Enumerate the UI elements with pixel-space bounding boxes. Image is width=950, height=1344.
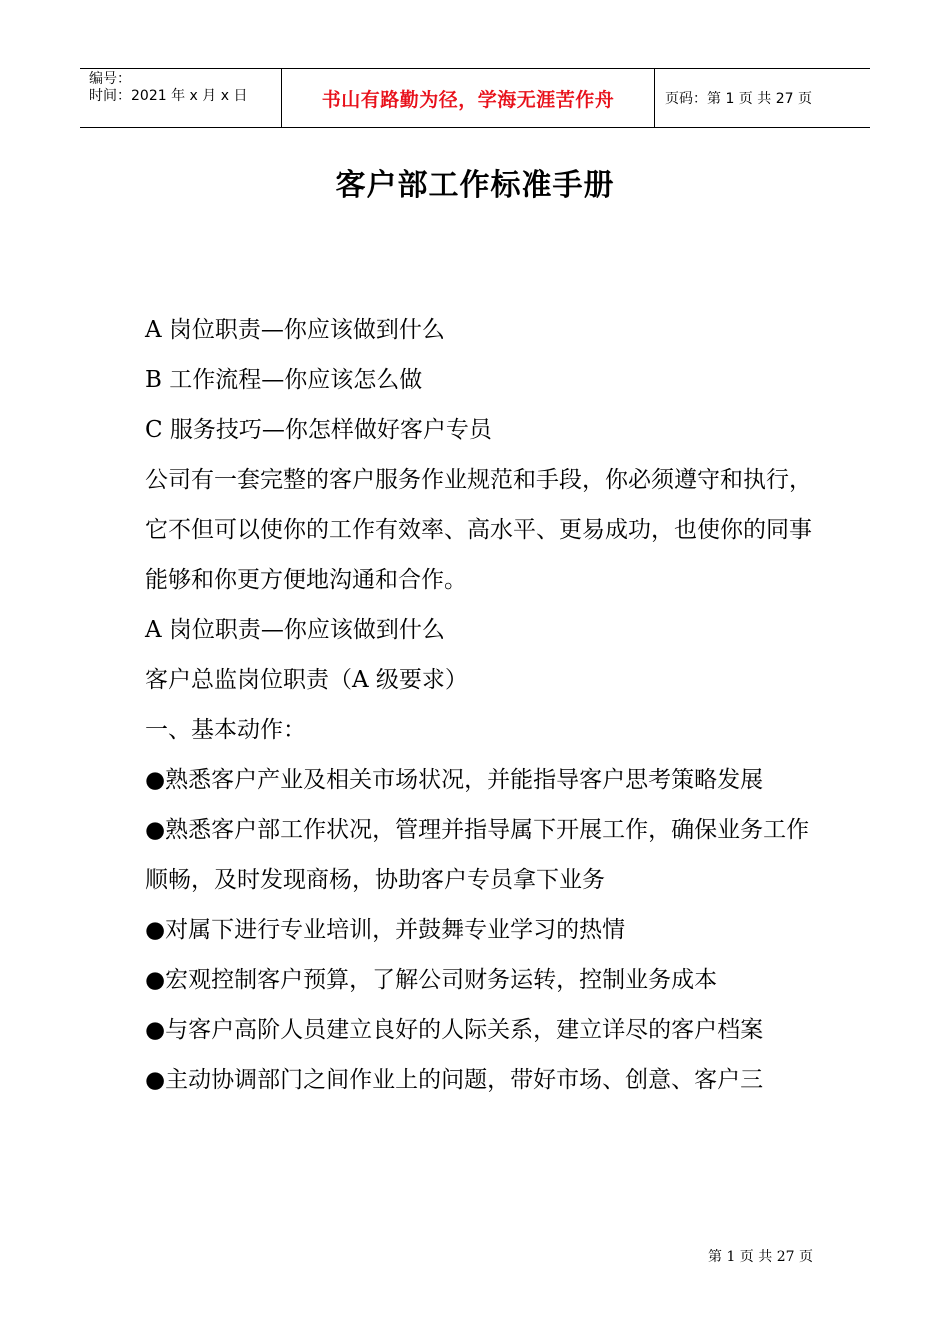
footer-page-number: 第 1 页 共 27 页 [708,1249,813,1265]
document-body [145,305,815,1105]
header-meta-cell [80,69,282,127]
number-label: 编号： [89,71,131,87]
paragraph: A 岗位职责—你应该做到什么 [145,317,445,343]
page-info: 页码：第 1 页 共 27 页 [665,91,812,107]
time-label: 时间：2021 年 x 月 x 日 [89,88,248,104]
paragraph: 一、基本动作： [145,717,306,743]
header-table [80,68,870,128]
paragraph: B 工作流程—你应该怎么做 [145,367,423,393]
bullet-paragraph: ●主动协调部门之间作业上的问题，带好市场、创意、客户三 [145,1067,764,1093]
header-motto-cell [282,69,655,127]
bullet-paragraph: ●对属下进行专业培训，并鼓舞专业学习的热情 [145,917,626,943]
document-title: 客户部工作标准手册 [335,168,615,203]
bullet-paragraph: ●熟悉客户产业及相关市场状况，并能指导客户思考策略发展 [145,767,764,793]
bullet-paragraph: ●宏观控制客户预算，了解公司财务运转，控制业务成本 [145,967,718,993]
paragraph: 公司有一套完整的客户服务作业规范和手段，你必须遵守和执行，它不但可以使你的工作有效率、高水平、更易成功，也使你的同事能够和你更方便地沟通和合作。 [145,467,812,593]
bullet-paragraph: ●熟悉客户部工作状况，管理并指导属下开展工作，确保业务工作顺畅，及时发现商杨，协助客户专员拿下业务 [145,817,810,893]
paragraph: A 岗位职责—你应该做到什么 [145,617,445,643]
paragraph: C 服务技巧—你怎样做好客户专员 [145,417,492,443]
paragraph: 客户总监岗位职责（A 级要求） [145,667,468,693]
bullet-paragraph: ●与客户高阶人员建立良好的人际关系，建立详尽的客户档案 [145,1017,764,1043]
motto-text: 书山有路勤为径，学海无涯苦作舟 [321,88,615,111]
header-page-cell [655,69,870,127]
